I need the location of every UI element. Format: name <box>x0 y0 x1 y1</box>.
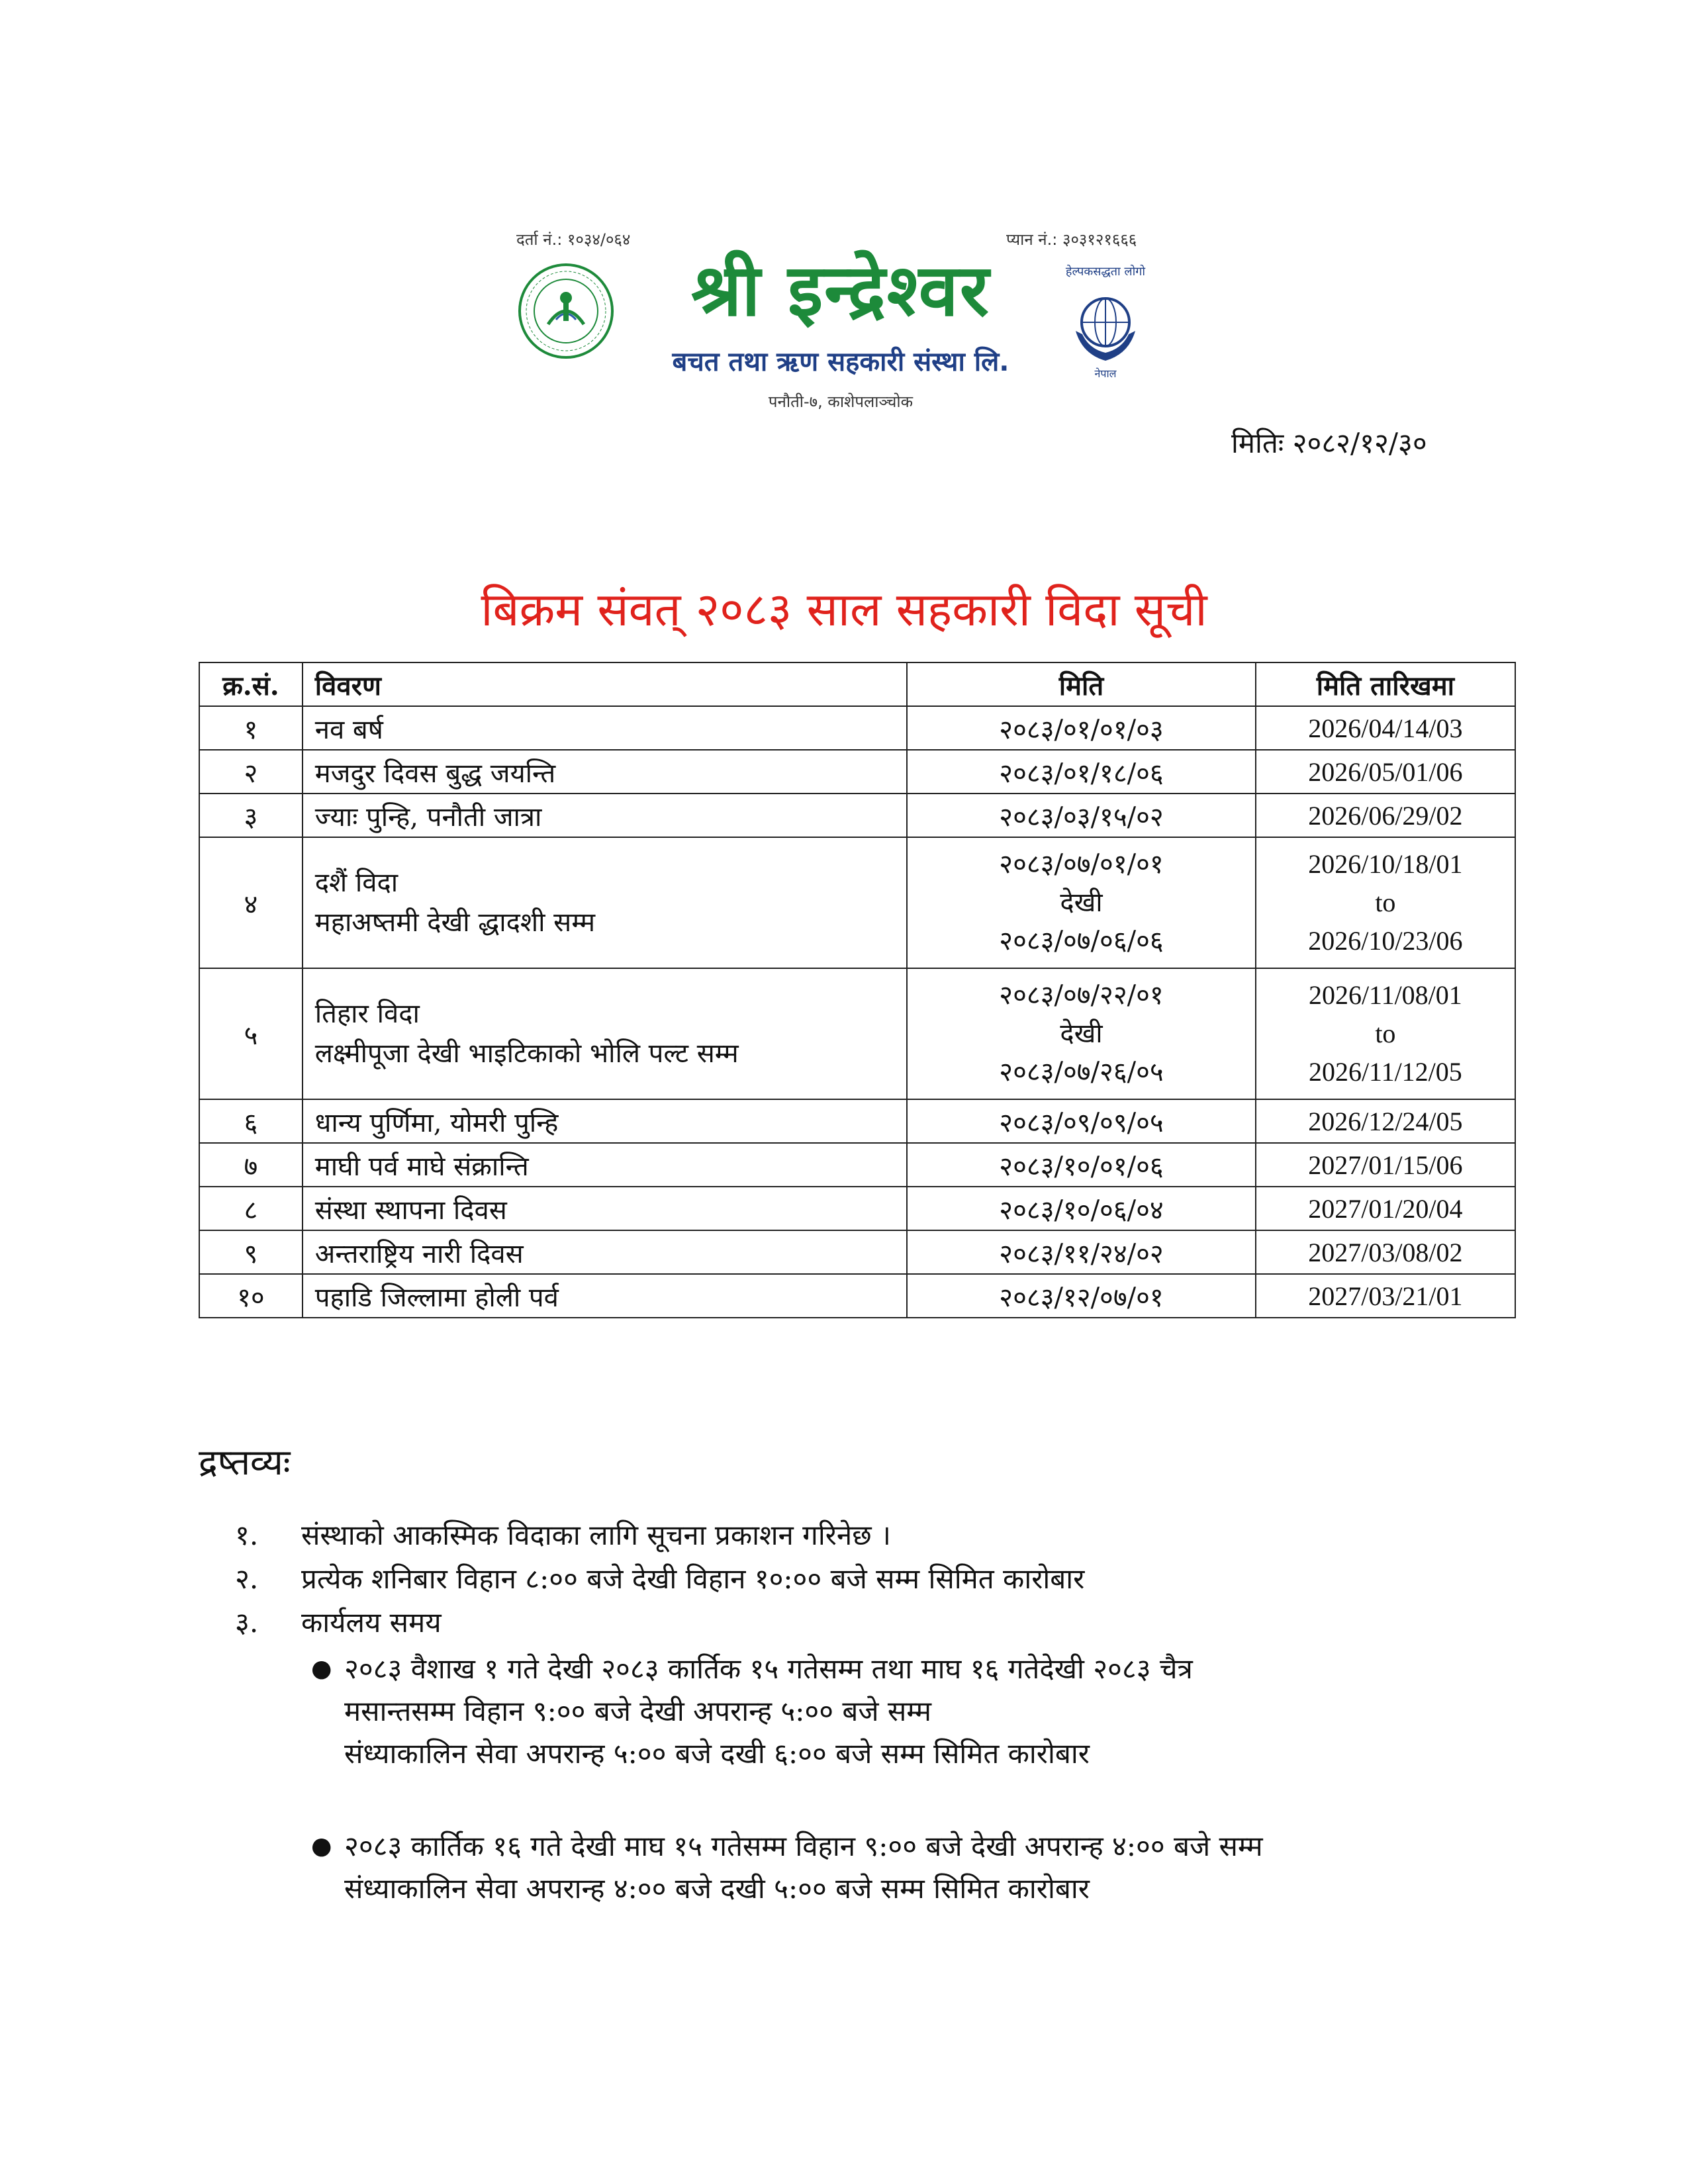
row-description: पहाडि जिल्लामा होली पर्व <box>303 1274 908 1318</box>
bs-start-date: २०८३/०७/२२/०१ <box>999 980 1164 1011</box>
table-header-row <box>199 662 1515 706</box>
note-number: २. <box>235 1563 259 1595</box>
row-sn: १ <box>199 706 303 750</box>
header-sn: क्र.सं. <box>199 662 303 706</box>
row-bs-date: २०८३/११/२४/०२ <box>907 1230 1255 1274</box>
table-row <box>199 706 1515 750</box>
bullet-line: २०८३ वैशाख १ गते देखी २०८३ कार्तिक १५ गतेसम्म तथा माघ १६ गतेदेखी २०८३ चैत्र <box>344 1653 1193 1685</box>
row-ad-date: 2027/03/21/01 <box>1256 1274 1515 1318</box>
bullet-dot-icon: ● <box>311 1655 332 1682</box>
note-number: ३. <box>235 1606 259 1639</box>
row-sn: ४ <box>199 837 303 968</box>
row-description-detail: महाअष्तमी देखी द्धादशी सम्म <box>314 907 596 938</box>
row-bs-date: २०८३/०१/०१/०३ <box>907 706 1255 750</box>
header-bs-date: मिति <box>907 662 1255 706</box>
bullet-dot-icon: ● <box>311 1833 332 1860</box>
office-hours-bullet <box>311 1648 1193 1775</box>
note-text: कार्यलय समय <box>301 1606 442 1639</box>
row-bs-date: २०८३/०१/१८/०६ <box>907 750 1255 794</box>
note-text: प्रत्येक शनिबार विहान ८:०० बजे देखी विहान १०:०० बजे सम्म सिमित कारोबार <box>301 1563 1085 1595</box>
organization-subtitle: बचत तथा ऋण सहकारी संस्था लि. <box>672 347 1009 377</box>
row-sn: ३ <box>199 794 303 837</box>
table-row <box>199 1143 1515 1187</box>
bs-end-date: २०८३/०७/२६/०५ <box>999 1057 1164 1087</box>
row-description: ज्याः पुन्हि, पनौती जात्रा <box>303 794 908 837</box>
table-row <box>199 1274 1515 1318</box>
row-ad-date: 2026/12/24/05 <box>1256 1099 1515 1143</box>
registration-number: दर्ता नं.: १०३४/०६४ <box>516 230 631 249</box>
bullet-line: २०८३ कार्तिक १६ गते देखी माघ १५ गतेसम्म विहान ९:०० बजे देखी अपरान्ह ४:०० बजे सम्म <box>344 1830 1263 1862</box>
row-sn: ६ <box>199 1099 303 1143</box>
ad-range-word: to <box>1375 887 1396 917</box>
row-sn: ५ <box>199 968 303 1099</box>
bullet-line: मसान्तसम्म विहान ९:०० बजे देखी अपरान्ह ५:०० बजे सम्म <box>344 1695 931 1727</box>
row-ad-date-range <box>1256 968 1515 1099</box>
row-bs-date-range <box>907 837 1255 968</box>
row-bs-date: २०८३/०९/०९/०५ <box>907 1099 1255 1143</box>
intl-logo-country: नेपाल <box>1094 367 1117 380</box>
ad-start-date: 2026/10/18/01 <box>1308 849 1463 879</box>
row-description-title: दशैं विदा <box>314 868 399 898</box>
row-ad-date: 2027/01/20/04 <box>1256 1187 1515 1230</box>
row-bs-date: २०८३/१२/०७/०१ <box>907 1274 1255 1318</box>
row-description: संस्था स्थापना दिवस <box>303 1187 908 1230</box>
row-ad-date: 2027/03/08/02 <box>1256 1230 1515 1274</box>
row-sn: ८ <box>199 1187 303 1230</box>
cooperative-seal-logo <box>516 261 616 361</box>
document-date: मितिः २०८२/१२/३० <box>1231 427 1427 459</box>
document-title: बिक्रम संवत् २०८३ साल सहकारी विदा सूची <box>481 582 1207 637</box>
row-bs-date: २०८३/०३/१५/०२ <box>907 794 1255 837</box>
bs-range-word: देखी <box>1060 1019 1103 1049</box>
row-description <box>303 837 908 968</box>
note-item <box>235 1516 891 1553</box>
row-ad-date: 2027/01/15/06 <box>1256 1143 1515 1187</box>
note-item <box>235 1603 442 1641</box>
holiday-table <box>199 662 1516 1318</box>
organization-name: श्री इन्द्रेश्वर <box>691 250 990 332</box>
table-row <box>199 1099 1515 1143</box>
row-bs-date-range <box>907 968 1255 1099</box>
row-sn: ७ <box>199 1143 303 1187</box>
table-row <box>199 750 1515 794</box>
ad-end-date: 2026/10/23/06 <box>1308 926 1463 956</box>
table-row <box>199 1230 1515 1274</box>
bs-range-word: देखी <box>1060 887 1103 918</box>
row-bs-date: २०८३/१०/०६/०४ <box>907 1187 1255 1230</box>
table-row <box>199 837 1515 968</box>
row-ad-date: 2026/06/29/02 <box>1256 794 1515 837</box>
note-item <box>235 1559 1084 1597</box>
bs-end-date: २०८३/०७/०६/०६ <box>999 926 1164 956</box>
ad-range-word: to <box>1375 1019 1396 1048</box>
row-description: मजदुर दिवस बुद्ध जयन्ति <box>303 750 908 794</box>
row-description: अन्तराष्ट्रिय नारी दिवस <box>303 1230 908 1274</box>
row-ad-date: 2026/04/14/03 <box>1256 706 1515 750</box>
header-ad-date: मिति तारिखमा <box>1256 662 1515 706</box>
header-description: विवरण <box>303 662 908 706</box>
row-description: नव बर्ष <box>303 706 908 750</box>
row-description-detail: लक्ष्मीपूजा देखी भाइटिकाको भोलि पल्ट सम्म <box>314 1038 739 1069</box>
row-ad-date: 2026/05/01/06 <box>1256 750 1515 794</box>
bullet-line: संध्याकालिन सेवा अपरान्ह ५:०० बजे दखी ६:०० बजे सम्म सिमित कारोबार <box>344 1737 1090 1770</box>
organization-address: पनौती-७, काशेपलाञ्चोक <box>768 392 914 411</box>
table-row <box>199 1187 1515 1230</box>
row-sn: ९ <box>199 1230 303 1274</box>
pan-number: प्यान नं.: ३०३१२१६६६ <box>1006 230 1137 249</box>
row-sn: १० <box>199 1274 303 1318</box>
row-description-title: तिहार विदा <box>314 999 420 1029</box>
row-sn: २ <box>199 750 303 794</box>
notes-heading: द्रष्तव्यः <box>199 1441 291 1483</box>
row-bs-date: २०८३/१०/०१/०६ <box>907 1143 1255 1187</box>
row-description <box>303 968 908 1099</box>
bullet-line: संध्याकालिन सेवा अपरान्ह ४:०० बजे दखी ५:०० बजे सम्म सिमित कारोबार <box>344 1872 1090 1905</box>
row-description: माघी पर्व माघे संक्रान्ति <box>303 1143 908 1187</box>
ad-start-date: 2026/11/08/01 <box>1308 980 1462 1010</box>
row-description: धान्य पुर्णिमा, योमरी पुन्हि <box>303 1099 908 1143</box>
note-number: १. <box>235 1519 259 1551</box>
note-text: संस्थाको आकस्मिक विदाका लागि सूचना प्रकाशन गरिनेछ । <box>301 1519 891 1551</box>
ad-end-date: 2026/11/12/05 <box>1308 1057 1462 1087</box>
table-row <box>199 968 1515 1099</box>
office-hours-bullet <box>311 1825 1263 1910</box>
bs-start-date: २०८३/०७/०१/०१ <box>999 849 1164 880</box>
row-ad-date-range <box>1256 837 1515 968</box>
intl-logo-caption: हेल्पकसद्धता लोगो <box>1065 265 1146 279</box>
table-row <box>199 794 1515 837</box>
